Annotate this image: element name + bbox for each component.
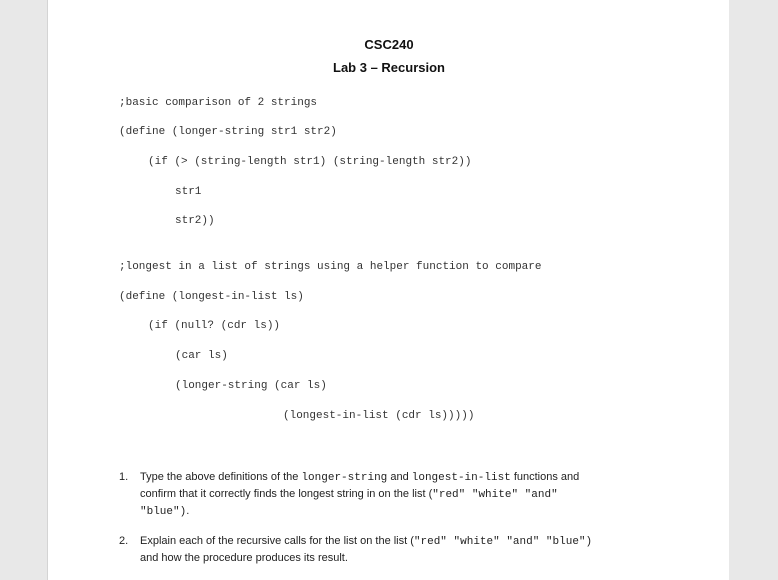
code-car-ls: (car ls) — [175, 350, 228, 362]
inline-code: "red" "white" "and" "blue") — [413, 536, 593, 548]
course-title: CSC240 — [364, 37, 414, 52]
window-background — [729, 0, 778, 580]
lab-title: Lab 3 – Recursion — [333, 60, 445, 75]
inline-code: "red" "white" "and" — [432, 489, 558, 501]
instruction-2 — [140, 533, 592, 566]
code-longest-in-list-call: (longest-in-list (cdr ls))))) — [283, 410, 475, 422]
code-if-null: (if (null? (cdr ls)) — [148, 320, 281, 332]
code-str2: str2)) — [175, 215, 215, 227]
list-number: 1. — [119, 471, 129, 483]
code-str1: str1 — [175, 186, 202, 198]
code-define-longer-string: (define (longer-string str1 str2) — [119, 126, 337, 138]
instruction-1 — [140, 469, 579, 520]
code-longer-string-call: (longer-string (car ls) — [175, 380, 327, 392]
list-number: 2. — [119, 535, 129, 547]
code-if-string-length: (if (> (string-length str1) (string-length str2)) — [148, 156, 472, 168]
instruction-1-line-3: "blue"). — [140, 505, 190, 518]
instruction-2-line-1: Explain each of the recursive calls for the list on the list ("red" "white" "and" "blue") — [140, 535, 593, 548]
inline-code: "blue") — [140, 506, 187, 518]
instruction-1-line-1: Type the above definitions of the longer-string and longest-in-list functions and — [140, 471, 580, 484]
inline-code: longest-in-list — [411, 472, 511, 484]
instruction-1-line-2: confirm that it correctly finds the longest string in on the list ("red" "white" "and" — [140, 488, 558, 501]
code-comment-longest-in-list: ;longest in a list of strings using a helper function to compare — [119, 261, 542, 273]
instruction-2-line-2: and how the procedure produces its result. — [140, 552, 348, 564]
code-comment-basic-comparison: ;basic comparison of 2 strings — [119, 97, 318, 109]
code-define-longest-in-list: (define (longest-in-list ls) — [119, 291, 304, 303]
inline-code: longer-string — [301, 472, 388, 484]
